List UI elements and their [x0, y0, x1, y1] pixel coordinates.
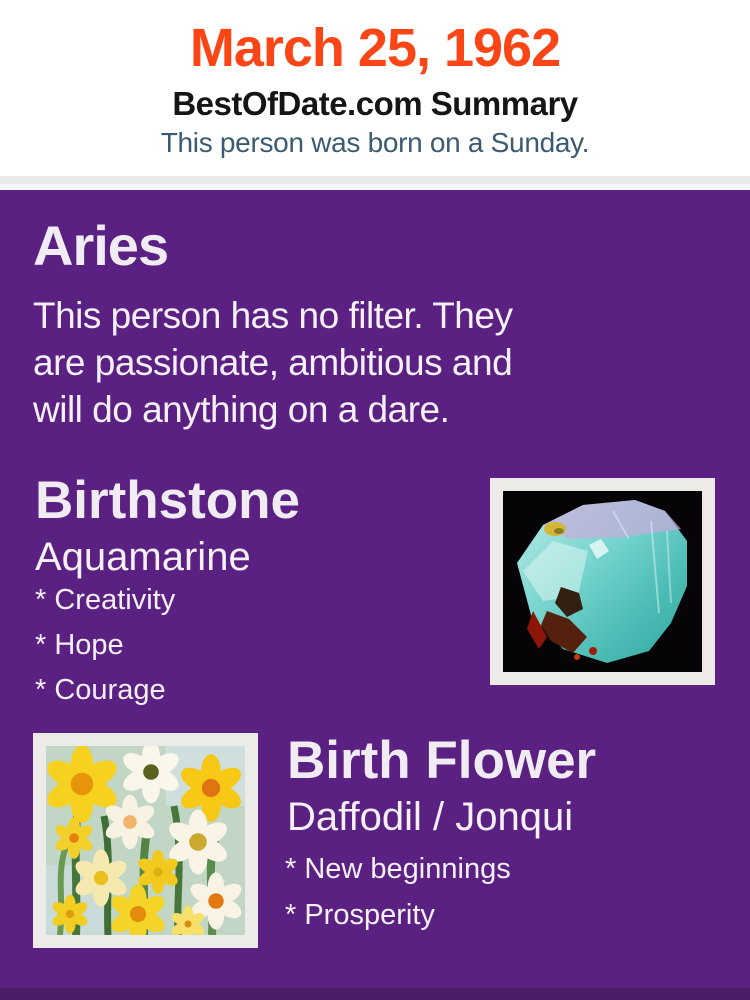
- zodiac-sign-heading: Aries: [33, 214, 169, 277]
- aquamarine-stone-photo: [490, 478, 715, 685]
- header: [0, 0, 750, 176]
- zodiac-description-line: are passionate, ambitious and: [33, 342, 513, 383]
- page-title: March 25, 1962: [189, 18, 561, 78]
- birth-flower-heading: Birth Flower: [287, 731, 597, 790]
- daffodil-flowers-photo: [33, 733, 258, 948]
- site-summary-subtitle: BestOfDate.com Summary: [172, 85, 578, 122]
- birthstone-heading: Birthstone: [35, 471, 300, 530]
- birthstone-trait: * Creativity: [35, 584, 176, 616]
- footer-bar: [0, 988, 750, 1000]
- birth-flower-trait: * New beginnings: [285, 853, 511, 885]
- zodiac-description-line: This person has no filter. They: [33, 295, 513, 336]
- birthstone-name: Aquamarine: [35, 535, 251, 579]
- zodiac-description: [33, 292, 512, 433]
- aquamarine-stone-image: [503, 491, 702, 672]
- born-on-weekday-text: This person was born on a Sunday.: [160, 127, 590, 158]
- birth-flower-name: Daffodil / Jonqui: [287, 795, 574, 839]
- birthstone-trait: * Hope: [35, 629, 124, 661]
- zodiac-description-line: will do anything on a dare.: [33, 389, 450, 430]
- birthstone-trait: * Courage: [35, 674, 166, 706]
- summary-body: [0, 190, 750, 1000]
- divider-strip-gray: [0, 176, 750, 184]
- birth-flower-trait: * Prosperity: [285, 899, 435, 931]
- daffodil-flowers-image: [46, 746, 245, 935]
